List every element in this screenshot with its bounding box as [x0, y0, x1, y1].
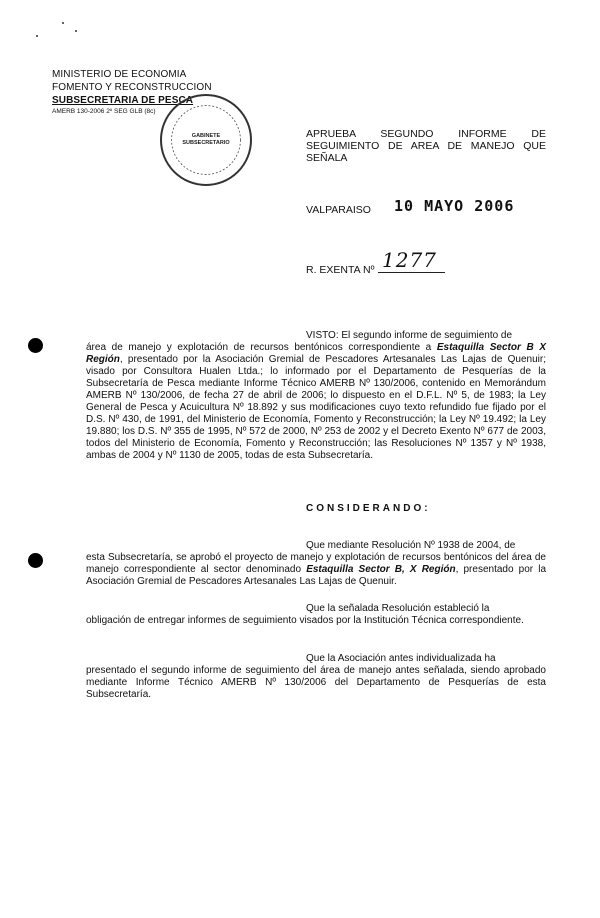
- visto-first-line: [306, 330, 546, 342]
- visto-body-end: , presentado por la Asociación Gremial de Pescadores Artesanales Las Lajas de Quenuir; visado por Consultora Hualen Ltda.; lo informado por el Departamento de Pesquerías de la Subsecretaría de Pesca mediante Informe Técnico AMERB Nº 130/2006, contenido en Memorándum AMERB Nº 130/2006, de fecha 27 de abril de 2006; lo dispuesto en el D.F.L. Nº 5, de 1983; la Ley General de Pesca y Acuicultura Nº 18.892 y sus modificaciones cuyo texto refundido fue fijado por el D.S. Nº 430, de 1991, del Ministerio de Economía, Fomento y Reconstrucción; la Ley Nº 19.492; la Ley 19.880; los D.S. Nº 355 de 1995, Nº 572 de 2000, Nº 253 de 2002 y el Decreto Exento Nº 677 de 2003, todos del Ministerio de Economía, Fomento y Reconstrucción; las Resoluciones Nº 1357 y Nº 1938, ambas de 2004 y Nº 1130 de 2005, todas de esta Subsecretaría.: [86, 354, 546, 461]
- considerando-3-first: Que la Asociación antes individualizada ha: [306, 653, 496, 664]
- considerando-heading: CONSIDERANDO:: [306, 503, 431, 514]
- scan-speck: [62, 22, 64, 24]
- scan-speck: [36, 35, 38, 37]
- visto-first-rest: El segundo informe de seguimiento de: [341, 330, 513, 341]
- considerando-1-end: , presentado por la Asociación Gremial de Pescadores Artesanales Las Lajas de Quenuir.: [86, 564, 547, 587]
- visto-lead: VISTO:: [306, 330, 339, 341]
- date-stamp: 10 MAYO 2006: [394, 197, 515, 215]
- considerando-1-body: [86, 552, 546, 588]
- resolution-label: R. EXENTA Nº: [306, 264, 375, 276]
- scan-speck: [75, 30, 77, 32]
- visto-body-start: área de manejo y explotación de recursos bentónicos correspondiente a: [86, 342, 432, 353]
- seal-text: GABINETE SUBSECRETARIO: [182, 133, 230, 146]
- considerando-1-area-name: Estaquilla Sector B, X Región: [306, 564, 456, 575]
- considerando-2-body: obligación de entregar informes de seguimiento visados por la Institución Técnica correspondiente.: [86, 615, 524, 626]
- ministry-line-2: FOMENTO Y RECONSTRUCCION: [52, 82, 212, 93]
- punch-hole-mark: [28, 338, 43, 353]
- visto-body: [86, 342, 546, 462]
- considerando-3-body: presentado el segundo informe de seguimiento del área de manejo antes señalada, siendo aprobado mediante Informe Técnico AMERB Nº 130/2006 del Departamento de Pesquerías de esta Subsecretaría.: [86, 665, 546, 700]
- considerando-1-first: Que mediante Resolución Nº 1938 de 2004, de: [306, 540, 516, 551]
- considerando-1-start: esta Subsecretaría, se aprobó el proyecto de manejo y explotación de recursos bentónicos del área de manejo correspondiente al sector denominado: [86, 552, 546, 575]
- place-label: VALPARAISO: [306, 204, 371, 216]
- punch-hole-mark: [28, 553, 43, 568]
- resolution-number: 1277: [378, 248, 445, 273]
- subsecretaria-title: SUBSECRETARIA DE PESCA: [52, 95, 194, 106]
- ministry-line-1: MINISTERIO DE ECONOMIA: [52, 69, 187, 80]
- visto-area-name: Estaquilla Sector B X Región: [86, 342, 546, 365]
- reference-code: AMERB 130-2006 2º SEG GLB (8c): [52, 108, 156, 115]
- office-seal-stamp: [160, 94, 252, 186]
- document-subject: APRUEBA SEGUNDO INFORME DE SEGUIMIENTO DE AREA DE MANEJO QUE SEÑALA: [306, 128, 546, 164]
- considerando-2-first: Que la señalada Resolución estableció la: [306, 603, 490, 614]
